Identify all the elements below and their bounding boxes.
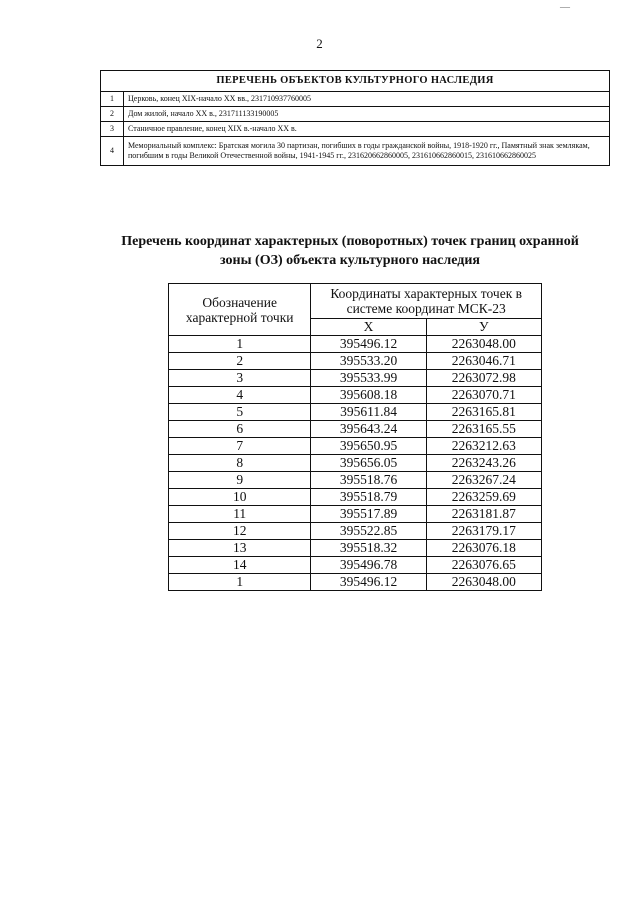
heritage-objects-table bbox=[100, 70, 610, 166]
y-cell: 2263076.65 bbox=[426, 557, 541, 574]
x-cell: 395650.95 bbox=[311, 438, 426, 455]
y-cell: 2263179.17 bbox=[426, 523, 541, 540]
x-cell: 395522.85 bbox=[311, 523, 426, 540]
point-cell: 13 bbox=[169, 540, 311, 557]
y-cell: 2263070.71 bbox=[426, 387, 541, 404]
coords-title-line-2: зоны (ОЗ) объекта культурного наследия bbox=[220, 253, 480, 268]
point-cell: 14 bbox=[169, 557, 311, 574]
x-cell: 395518.32 bbox=[311, 540, 426, 557]
point-cell: 10 bbox=[169, 489, 311, 506]
coordinate-row bbox=[169, 404, 542, 421]
coordinate-row bbox=[169, 472, 542, 489]
heritage-row-text: Церковь, конец XIX-начало XX вв., 231710937760005 bbox=[124, 92, 610, 107]
coords-title-line-1: Перечень координат характерных (поворотных) точек границ охранной bbox=[121, 234, 579, 249]
header-point-designation: Обозначение характерной точки bbox=[169, 284, 311, 336]
heritage-row-text: Станичное правление, конец XIX в.-начало XX в. bbox=[124, 122, 610, 137]
page-number: 2 bbox=[316, 36, 323, 51]
coords-title bbox=[90, 232, 610, 270]
corner-mark: — bbox=[560, 2, 570, 13]
point-cell: 9 bbox=[169, 472, 311, 489]
x-cell: 395533.20 bbox=[311, 353, 426, 370]
x-cell: 395517.89 bbox=[311, 506, 426, 523]
point-cell: 11 bbox=[169, 506, 311, 523]
point-cell: 1 bbox=[169, 336, 311, 353]
heritage-row-number: 1 bbox=[101, 92, 124, 107]
point-cell: 8 bbox=[169, 455, 311, 472]
heritage-row bbox=[101, 92, 610, 107]
y-cell: 2263212.63 bbox=[426, 438, 541, 455]
y-cell: 2263048.00 bbox=[426, 574, 541, 591]
x-cell: 395656.05 bbox=[311, 455, 426, 472]
coordinates-table bbox=[168, 283, 542, 591]
heritage-row bbox=[101, 122, 610, 137]
coordinate-row bbox=[169, 438, 542, 455]
header-coordinate-system: Координаты характерных точек в системе координат МСК-23 bbox=[311, 284, 542, 319]
x-cell: 395518.79 bbox=[311, 489, 426, 506]
x-cell: 395643.24 bbox=[311, 421, 426, 438]
heritage-row-number: 3 bbox=[101, 122, 124, 137]
coordinate-row bbox=[169, 353, 542, 370]
y-cell: 2263076.18 bbox=[426, 540, 541, 557]
x-cell: 395496.12 bbox=[311, 574, 426, 591]
coordinate-row bbox=[169, 336, 542, 353]
y-cell: 2263259.69 bbox=[426, 489, 541, 506]
coordinate-row bbox=[169, 455, 542, 472]
point-cell: 7 bbox=[169, 438, 311, 455]
coordinate-row bbox=[169, 574, 542, 591]
coordinate-row bbox=[169, 489, 542, 506]
y-cell: 2263165.55 bbox=[426, 421, 541, 438]
heritage-row-text: Мемориальный комплекс: Братская могила 30 партизан, погибших в годы гражданской войны, 1918-1920 гг., Памятный знак землякам, погибшим в годы Великой Отечественной войны, 1941-1945 гг., 231620662860005, 231610662860015, 231610662860025 bbox=[124, 137, 610, 166]
y-cell: 2263165.81 bbox=[426, 404, 541, 421]
coordinate-row bbox=[169, 506, 542, 523]
heritage-row bbox=[101, 107, 610, 122]
point-cell: 5 bbox=[169, 404, 311, 421]
coordinate-row bbox=[169, 523, 542, 540]
x-cell: 395496.78 bbox=[311, 557, 426, 574]
y-cell: 2263267.24 bbox=[426, 472, 541, 489]
point-cell: 1 bbox=[169, 574, 311, 591]
y-cell: 2263243.26 bbox=[426, 455, 541, 472]
coordinate-row bbox=[169, 387, 542, 404]
point-cell: 3 bbox=[169, 370, 311, 387]
heritage-row-number: 4 bbox=[101, 137, 124, 166]
x-cell: 395518.76 bbox=[311, 472, 426, 489]
x-cell: 395496.12 bbox=[311, 336, 426, 353]
heritage-table-title: ПЕРЕЧЕНЬ ОБЪЕКТОВ КУЛЬТУРНОГО НАСЛЕДИЯ bbox=[101, 71, 610, 92]
heritage-table-body bbox=[101, 92, 610, 166]
coordinate-row bbox=[169, 557, 542, 574]
coordinate-row bbox=[169, 370, 542, 387]
y-cell: 2263072.98 bbox=[426, 370, 541, 387]
coordinate-row bbox=[169, 421, 542, 438]
x-cell: 395608.18 bbox=[311, 387, 426, 404]
heritage-row bbox=[101, 137, 610, 166]
point-cell: 2 bbox=[169, 353, 311, 370]
header-y: У bbox=[426, 319, 541, 336]
x-cell: 395533.99 bbox=[311, 370, 426, 387]
point-cell: 4 bbox=[169, 387, 311, 404]
x-cell: 395611.84 bbox=[311, 404, 426, 421]
heritage-row-number: 2 bbox=[101, 107, 124, 122]
y-cell: 2263048.00 bbox=[426, 336, 541, 353]
heritage-row-text: Дом жилой, начало XX в., 231711133190005 bbox=[124, 107, 610, 122]
y-cell: 2263181.87 bbox=[426, 506, 541, 523]
coordinate-row bbox=[169, 540, 542, 557]
coordinates-table-body bbox=[169, 336, 542, 591]
y-cell: 2263046.71 bbox=[426, 353, 541, 370]
point-cell: 6 bbox=[169, 421, 311, 438]
header-x: X bbox=[311, 319, 426, 336]
point-cell: 12 bbox=[169, 523, 311, 540]
